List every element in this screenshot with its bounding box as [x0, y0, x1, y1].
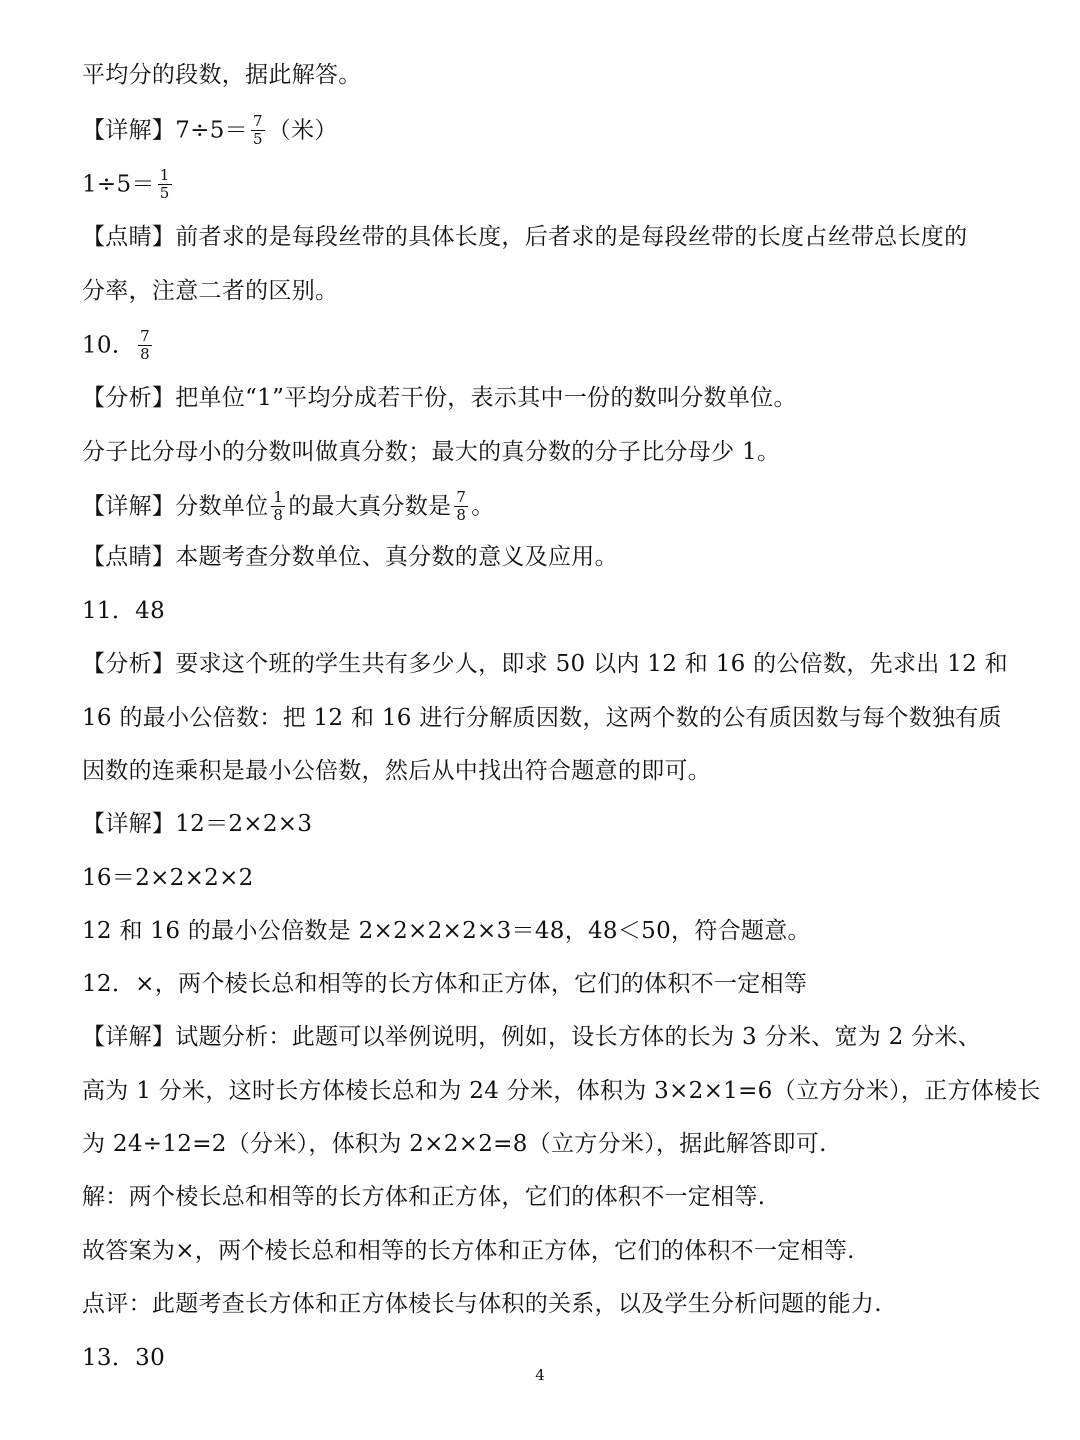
fraction-numerator: 7	[456, 488, 467, 506]
line-prefix: 10．	[82, 332, 136, 359]
text-line-11: 11．48	[82, 598, 166, 624]
text-line-7: 【分析】把单位“1”平均分成若干份，表示其中一份的数叫分数单位。	[82, 385, 797, 411]
text-line-23: 故答案为×，两个棱长总和相等的长方体和正方体，它们的体积不一定相等.	[82, 1238, 855, 1264]
fraction-denominator: 8	[273, 506, 284, 524]
fraction	[454, 489, 468, 524]
detail-line-fraction-7-5	[82, 114, 1010, 149]
detail-line-fraction-1-5	[82, 168, 1010, 203]
fraction-numerator: 1	[159, 166, 170, 184]
fraction	[251, 113, 265, 148]
text-line-8: 分子比分母小的分数叫做真分数；最大的真分数的分子比分母少 1。	[82, 439, 781, 465]
text-line-24: 点评：此题考查长方体和正方体棱长与体积的关系，以及学生分析问题的能力.	[82, 1291, 882, 1317]
fraction-denominator: 5	[252, 130, 263, 148]
line-middle: 的最大真分数是	[288, 493, 452, 520]
line-prefix: 【详解】7÷5＝	[82, 117, 248, 144]
text-line-12: 【分析】要求这个班的学生共有多少人，即求 50 以内 12 和 16 的公倍数，先求出 12 和	[82, 651, 1008, 677]
text-line-25: 13．30	[82, 1345, 166, 1371]
fraction-numerator: 1	[273, 488, 284, 506]
fraction-denominator: 8	[140, 345, 151, 363]
text-line-14: 因数的连乘积是最小公倍数，然后从中找出符合题意的即可。	[82, 758, 712, 784]
text-line-10: 【点睛】本题考查分数单位、真分数的意义及应用。	[82, 544, 618, 570]
fraction	[138, 328, 152, 363]
text-line-15: 【详解】12＝2×2×3	[82, 811, 313, 837]
question-10-answer	[82, 329, 1010, 364]
text-line-5: 分率，注意二者的区别。	[82, 278, 339, 304]
fraction-numerator: 7	[140, 327, 151, 345]
text-line-21: 为 24÷12=2（分米），体积为 2×2×2=8（立方分米），据此解答即可.	[82, 1131, 827, 1157]
fraction-numerator: 7	[252, 112, 263, 130]
fraction	[271, 489, 285, 524]
text-line-18: 12．×，两个棱长总和相等的长方体和正方体，它们的体积不一定相等	[82, 971, 808, 997]
text-line-20: 高为 1 分米，这时长方体棱长总和为 24 分米，体积为 3×2×1=6（立方分米），正方体棱长	[82, 1078, 1041, 1104]
fraction-denominator: 8	[456, 506, 467, 524]
text-line-19: 【详解】试题分析：此题可以举例说明，例如，设长方体的长为 3 分米、宽为 2 分米、	[82, 1024, 982, 1050]
text-line-13: 16 的最小公倍数：把 12 和 16 进行分解质因数，这两个数的公有质因数与每个数独有质	[82, 705, 1002, 731]
line-suffix: 。	[471, 493, 495, 520]
page-number: 4	[535, 1366, 545, 1384]
fraction	[158, 167, 172, 202]
text-line-4: 【点睛】前者求的是每段丝带的具体长度，后者求的是每段丝带的长度占丝带总长度的	[82, 224, 968, 250]
text-line-1: 平均分的段数，据此解答。	[82, 62, 362, 88]
text-line-22: 解：两个棱长总和相等的长方体和正方体，它们的体积不一定相等.	[82, 1184, 766, 1210]
line-prefix: 【详解】分数单位	[82, 493, 269, 520]
fraction-denominator: 5	[159, 184, 170, 202]
line-suffix: （米）	[267, 117, 338, 144]
text-line-16: 16＝2×2×2×2	[82, 865, 254, 891]
line-prefix: 1÷5＝	[82, 171, 155, 198]
text-line-17: 12 和 16 的最小公倍数是 2×2×2×2×3＝48，48＜50，符合题意。	[82, 918, 811, 944]
detail-line-fraction-unit	[82, 490, 1010, 525]
